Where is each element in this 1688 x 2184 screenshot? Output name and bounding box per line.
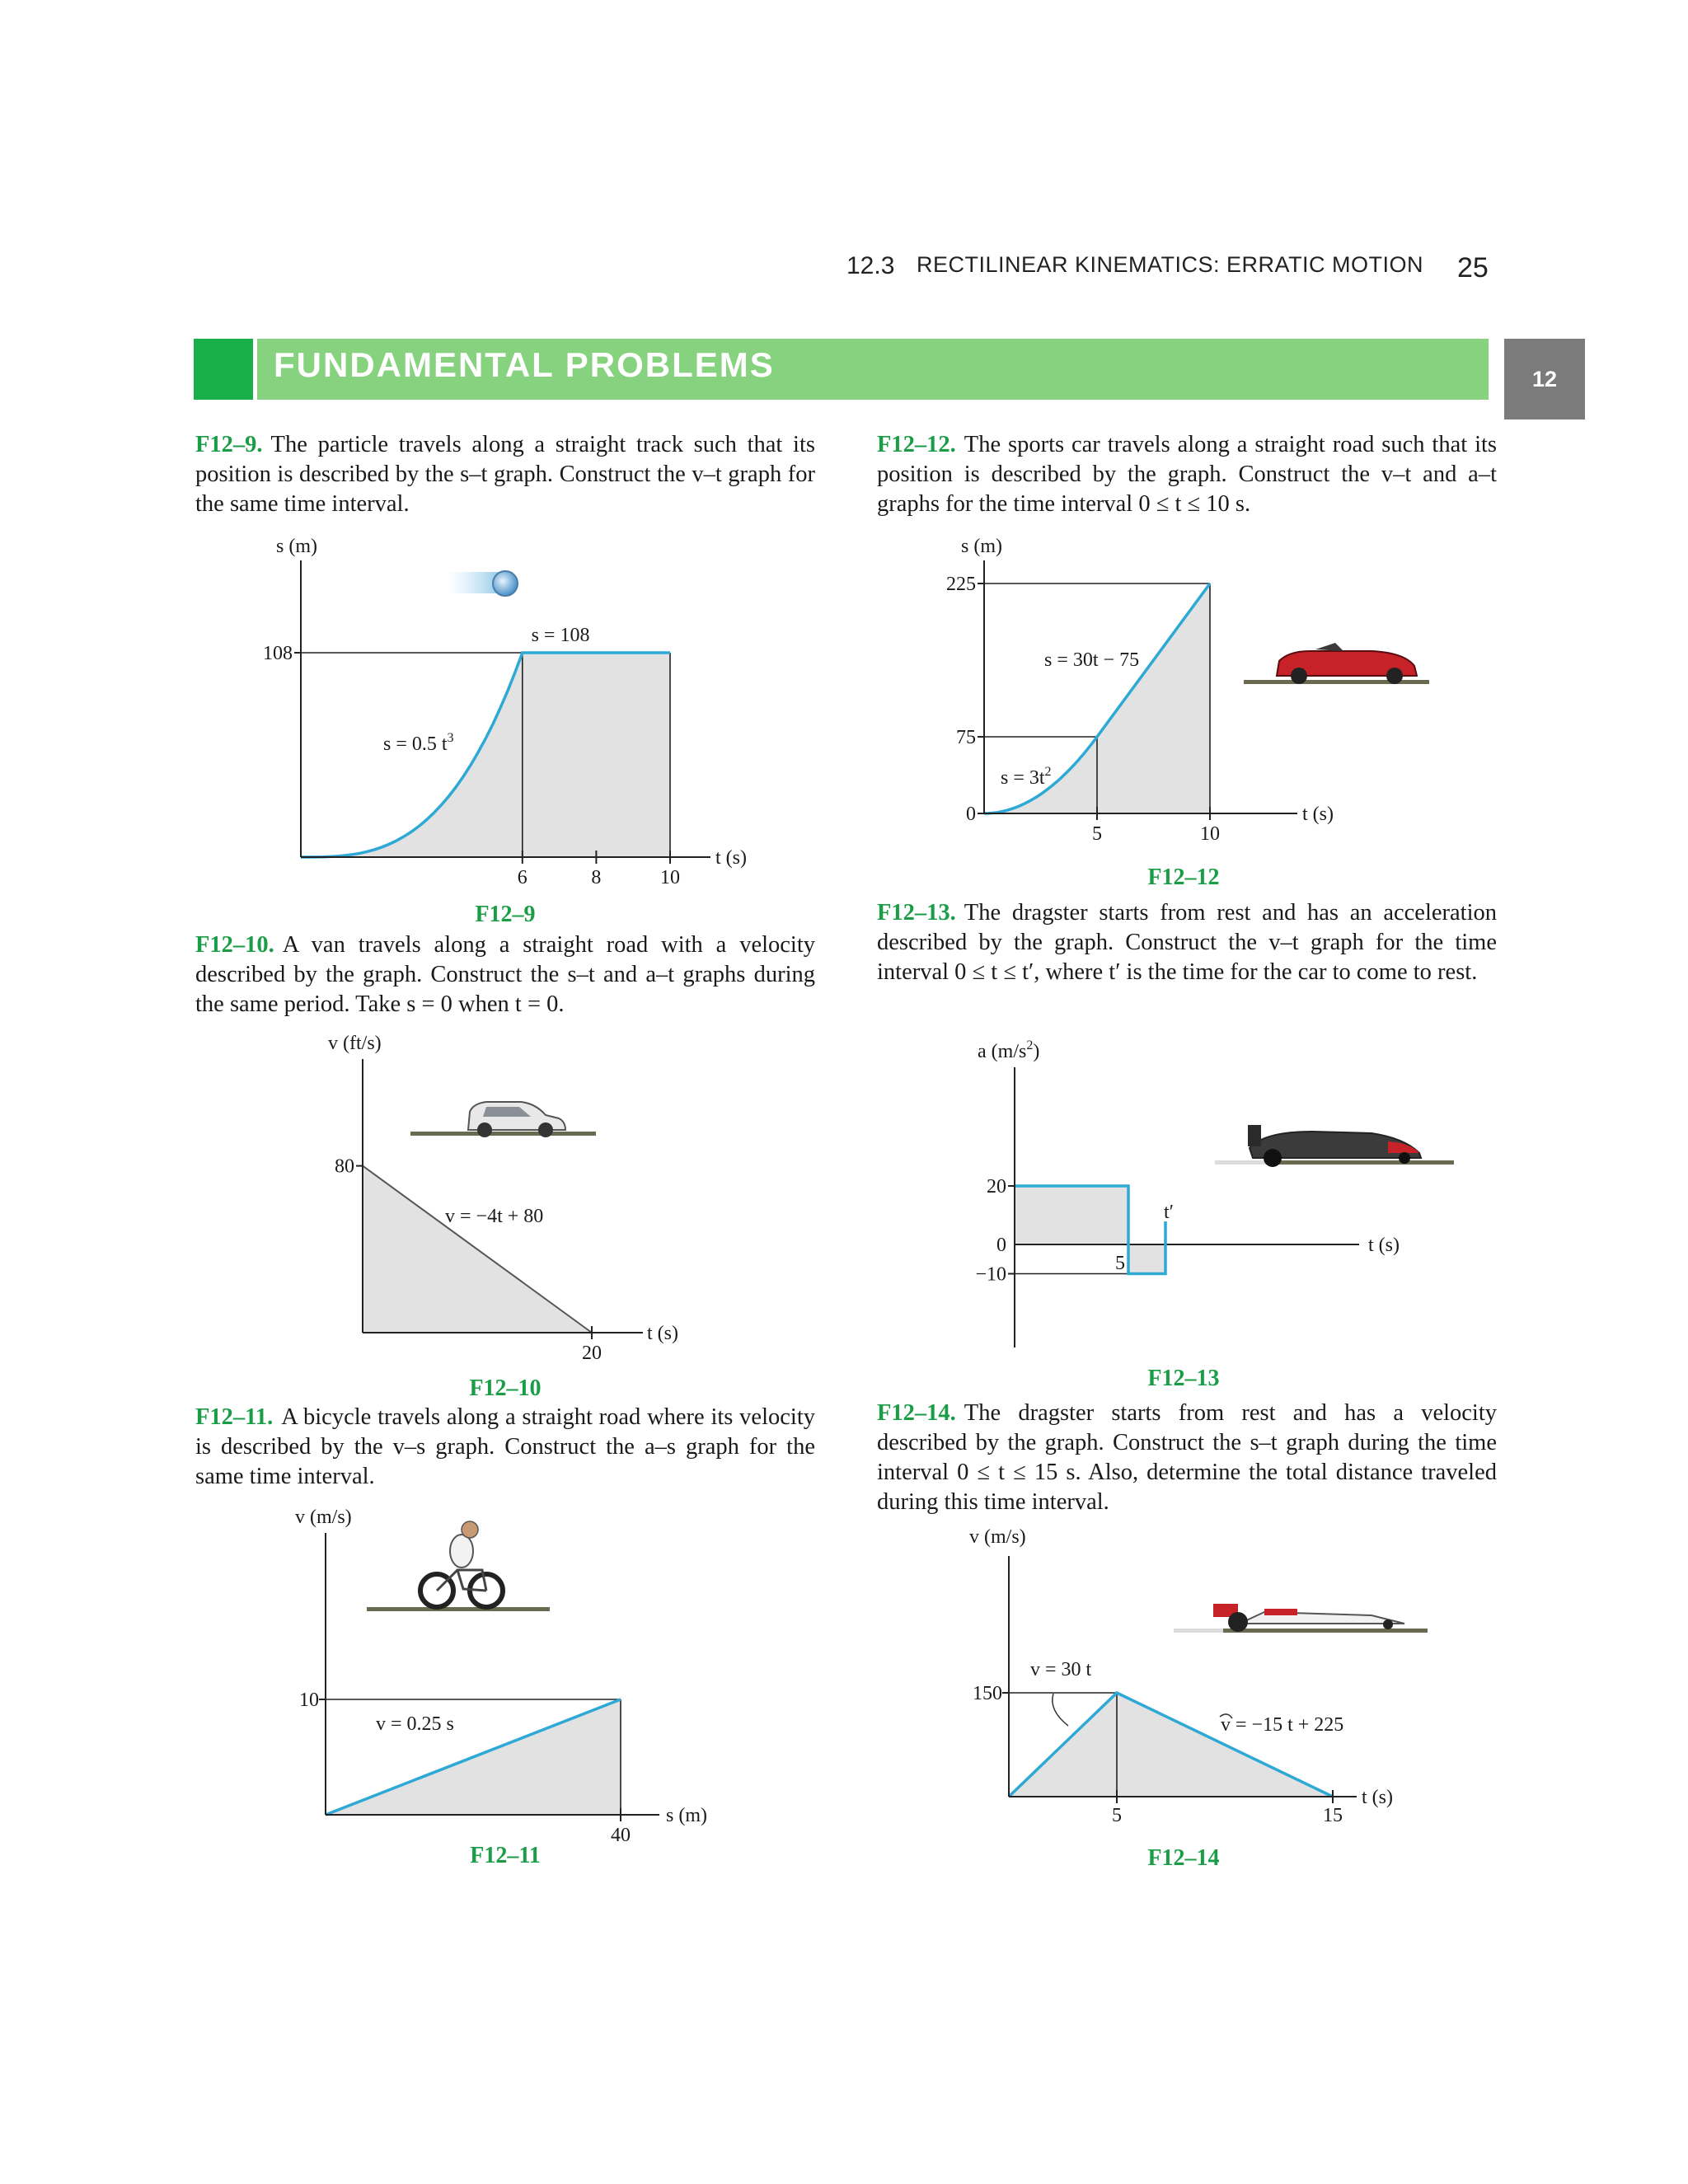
- x-axis-label: t (s): [1362, 1787, 1393, 1808]
- figure-caption: F12–10: [469, 1376, 542, 1401]
- chapter-tab: 12: [1504, 339, 1585, 419]
- problem-number: F12–10.: [195, 932, 274, 958]
- problem-number: F12–13.: [877, 900, 956, 926]
- leader-line: [1053, 1694, 1068, 1726]
- y-axis-label: v (m/s): [295, 1507, 352, 1528]
- equation-label: v = 30 t: [1030, 1659, 1092, 1680]
- ticks: [1008, 1186, 1015, 1274]
- problem-text: The dragster starts from rest and has a velocity described by the graph. Construct the s–t graph during the time interval 0 ≤ t ≤ 15 s. Also, determine the total distance traveled during this time interval.: [877, 1400, 1497, 1515]
- dragster-icon: [1215, 1125, 1454, 1167]
- y-axis-label: v (ft/s): [328, 1033, 382, 1054]
- dragster-icon: [1174, 1604, 1428, 1633]
- x-tick-label: 20: [582, 1343, 602, 1364]
- problem-number: F12–14.: [877, 1400, 956, 1426]
- area-under-curve: [1009, 1693, 1333, 1797]
- figure-caption: F12–14: [1147, 1845, 1220, 1871]
- y-tick-label: 20: [987, 1176, 1006, 1197]
- problem-text: A van travels along a straight road with a velocity described by the graph. Construct the s–t and a–t graphs during the same period. Take s = 0 when t = 0.: [195, 932, 815, 1017]
- figure-f12-9: [190, 527, 783, 931]
- sports-car-icon: [1244, 643, 1429, 684]
- figure-caption: F12–9: [475, 902, 536, 927]
- section-number: 12.3: [846, 252, 895, 279]
- problem-number: F12–12.: [877, 432, 956, 457]
- figure-f12-12: [877, 527, 1470, 907]
- y-tick-label: 108: [263, 643, 293, 664]
- van-icon: [410, 1102, 596, 1137]
- y-tick-label: 10: [299, 1690, 319, 1711]
- x-axis-label: t (s): [1368, 1235, 1400, 1256]
- y-tick-label: 225: [946, 574, 976, 595]
- area-under-curve: [301, 653, 670, 857]
- banner-square: [194, 339, 253, 400]
- y-tick-label: 150: [973, 1683, 1002, 1704]
- x-tick-label: 10: [1200, 823, 1220, 845]
- problem-f12-10: [195, 930, 815, 1019]
- figure-f12-13: [877, 1026, 1470, 1397]
- x-tick-label: t′: [1164, 1202, 1174, 1223]
- particle-icon: [493, 571, 518, 596]
- problem-number: F12–11.: [195, 1404, 274, 1430]
- x-tick-label: 5: [1112, 1805, 1122, 1826]
- problem-f12-11: [195, 1403, 815, 1492]
- x-tick-label: 6: [517, 867, 528, 888]
- figure-caption: F12–13: [1147, 1366, 1220, 1391]
- figure-caption: F12–12: [1147, 865, 1220, 890]
- figure-f12-14: [877, 1516, 1470, 1879]
- equation-label: v = −15 t + 225: [1221, 1714, 1344, 1736]
- x-tick-label: 40: [611, 1825, 631, 1846]
- y-axis-label: s (m): [276, 536, 317, 557]
- x-tick-label: 10: [660, 867, 680, 888]
- figure-f12-11: [190, 1500, 783, 1879]
- banner-title: FUNDAMENTAL PROBLEMS: [274, 345, 775, 384]
- y-axis-label: s (m): [961, 536, 1002, 557]
- x-axis-label: t (s): [715, 847, 747, 869]
- y-axis-label: v (m/s): [969, 1526, 1026, 1548]
- problem-text: A bicycle travels along a straight road where its velocity is described by the v–s graph. Construct the a–s graph for the same time interval.: [195, 1404, 815, 1489]
- equation-label: s = 0.5 $t^3$: [383, 731, 454, 755]
- problem-text: The sports car travels along a straight road such that its position is described by the graph. Construct the v–t and a–t graphs for the time interval 0 ≤ t ≤ 10 s.: [877, 432, 1497, 517]
- section-title: RECTILINEAR KINEMATICS: ERRATIC MOTION: [917, 252, 1424, 277]
- equation-label: v = 0.25 s: [376, 1713, 454, 1735]
- problem-f12-9: [195, 430, 815, 519]
- page-number: 25: [1457, 252, 1489, 284]
- area-under-curve: [1015, 1186, 1165, 1274]
- equation-label: s = 30t − 75: [1044, 649, 1140, 671]
- x-axis-label: t (s): [647, 1323, 678, 1344]
- y-tick-label: 80: [335, 1155, 354, 1178]
- x-tick-label: 5: [1092, 823, 1102, 845]
- figure-caption: F12–11: [470, 1843, 541, 1868]
- x-tick-label: 5: [1115, 1253, 1125, 1274]
- problem-text: The dragster starts from rest and has an acceleration described by the graph. Construct the v–t graph for the time interval 0 ≤ t ≤ t′, where t′ is the time for the car to come to rest.: [877, 900, 1497, 985]
- figure-f12-10: [190, 1026, 783, 1401]
- x-tick-label: 15: [1323, 1805, 1343, 1826]
- y-tick-label: 0: [996, 1235, 1006, 1256]
- y-axis-label: a $(m/s^2)$: [978, 1038, 1040, 1062]
- y-tick-label: 75: [956, 727, 976, 748]
- equation-label: s = 108: [531, 625, 590, 646]
- equation-label: $s = 3t^2$: [1001, 765, 1052, 789]
- problem-number: F12–9.: [195, 432, 263, 457]
- y-tick-label: 0: [966, 804, 976, 825]
- x-axis-label: s (m): [666, 1805, 707, 1826]
- y-tick-label: −10: [975, 1263, 1006, 1286]
- problem-f12-12: [877, 430, 1497, 519]
- x-axis-label: t (s): [1302, 804, 1334, 825]
- problem-text: The particle travels along a straight track such that its position is described by the s–t graph. Construct the v–t graph for the same time interval.: [195, 432, 815, 517]
- x-tick-label: 8: [591, 867, 602, 888]
- problem-f12-14: [877, 1399, 1497, 1517]
- problem-f12-13: [877, 898, 1497, 987]
- bicycle-icon: [367, 1521, 550, 1611]
- equation-label: v = −4t + 80: [445, 1206, 544, 1227]
